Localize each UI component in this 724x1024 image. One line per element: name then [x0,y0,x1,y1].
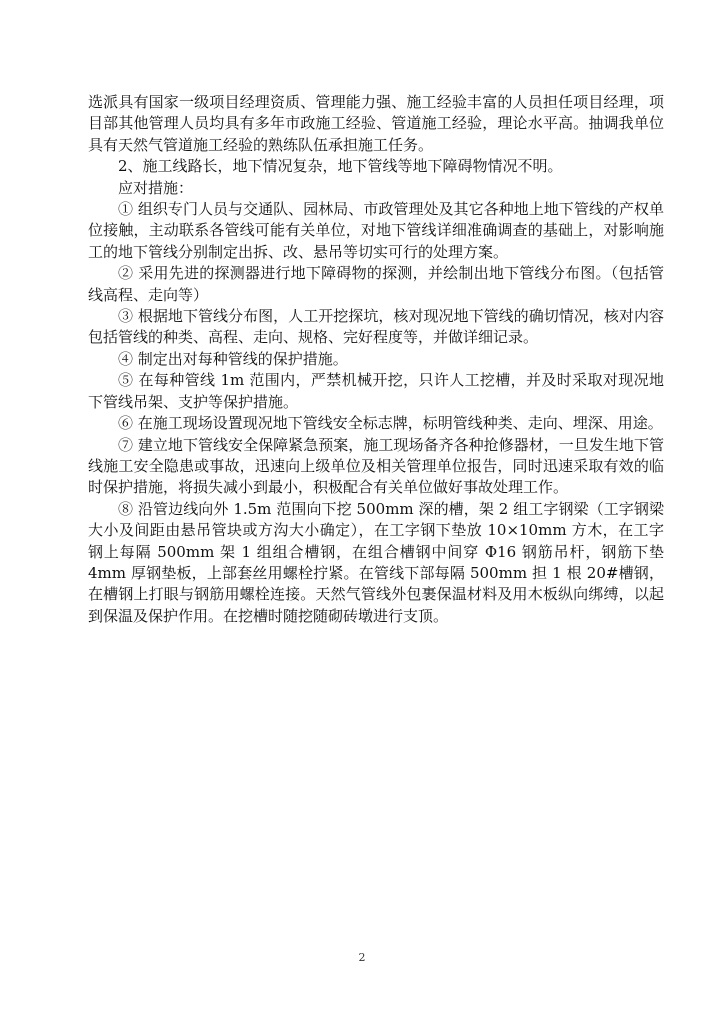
paragraph-intro: 选派具有国家一级项目经理资质、管理能力强、施工经验丰富的人员担任项目经理，项目部其他管理人员均具有多年市政施工经验、管道施工经验，理论水平高。抽调我单位具有天然气管道施工经验的熟练队伍承担施工任务。 [88,93,664,154]
paragraph-measure-7: ⑦ 建立地下管线安全保障紧急预案，施工现场备齐各种抢修器材，一旦发生地下管线施工安全隐患或事故，迅速向上级单位及相关管理单位报告，同时迅速采取有效的临时保护措施，将损失减小到最小，积极配合有关单位做好事故处理工作。 [88,435,664,497]
paragraph-issue-2: 2、施工线路长，地下情况复杂，地下管线等地下障碍物情况不明。 [118,157,563,176]
paragraph-measure-3: ③ 根据地下管线分布图，人工开挖探坑，核对现况地下管线的确切情况，核对内容包括管线的种类、高程、走向、规格、完好程度等，并做详细记录。 [88,307,664,347]
document-body [88,92,664,627]
paragraph-measure-8: ⑧ 沿管边线向外 1.5m 范围向下挖 500mm 深的槽，架 2 组工字钢梁（工字钢梁大小及间距由悬吊管块或方沟大小确定），在工字钢下垫放 10×10mm 方木，在工字钢上每隔 500mm 架 1 组组合槽钢，在组合槽钢中间穿 Φ16 钢筋吊杆，钢筋下垫 4mm 厚钢垫板，上部套丝用螺栓拧紧。在管线下部每隔 500mm 担 1 根 20#槽钢，在槽钢上打眼与钢筋用螺栓连接。天然气管线外包裹保温材料及用木板纵向绑缚，以起到保温及保护作用。在挖槽时随挖随砌砖墩进行支顶。 [88,499,664,625]
paragraph-measures-heading: 应对措施： [118,178,194,197]
paragraph-measure-1: ① 组织专门人员与交通队、园林局、市政管理处及其它各种地上地下管线的产权单位接触，主动联系各管线可能有关单位，对地下管线详细准确调查的基础上，对影响施工的地下管线分别制定出拆、改、悬吊等切实可行的处理方案。 [88,200,664,261]
paragraph-measure-4: ④ 制定出对每种管线的保护措施。 [118,349,348,368]
paragraph-measure-2: ② 采用先进的探测器进行地下障碍物的探测，并绘制出地下管线分布图。（包括管线高程、走向等） [88,264,664,304]
paragraph-measure-6: ⑥ 在施工现场设置现况地下管线安全标志牌，标明管线种类、走向、埋深、用途。 [118,414,663,433]
paragraph-measure-5: ⑤ 在每种管线 1m 范围内，严禁机械开挖，只许人工挖槽，并及时采取对现况地下管线吊架、支护等保护措施。 [88,371,664,411]
page-number: 2 [358,951,366,964]
